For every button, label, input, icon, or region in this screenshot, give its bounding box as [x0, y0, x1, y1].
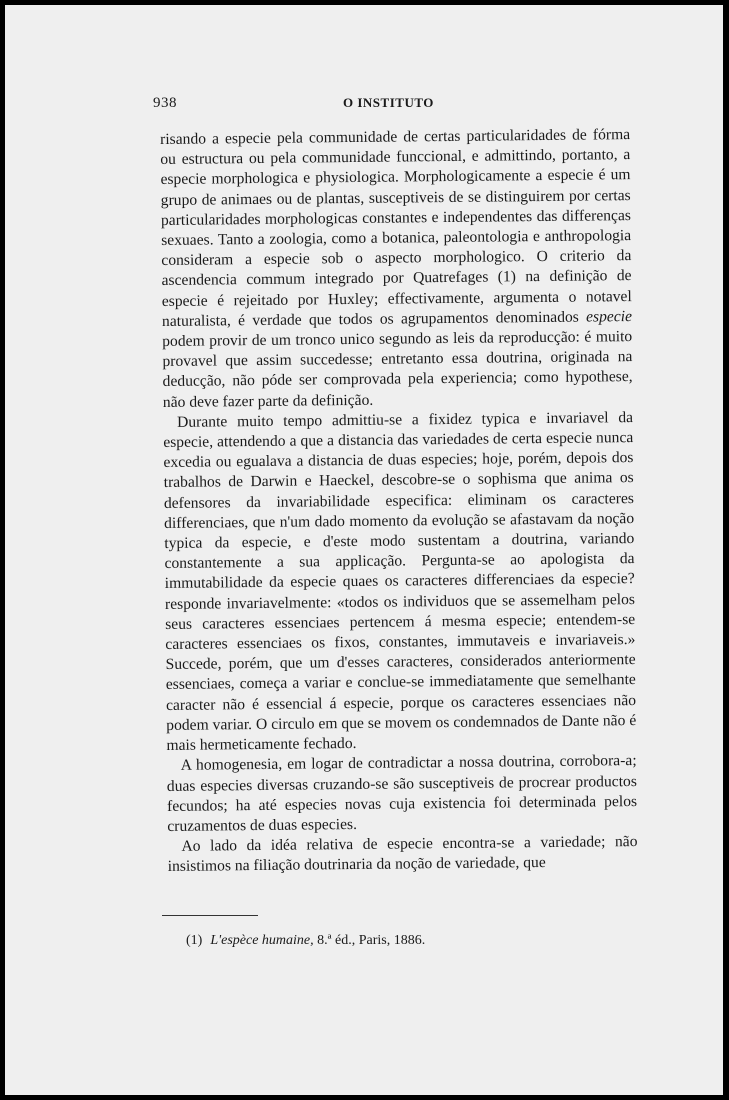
- footnote-title: L'espèce humaine,: [210, 933, 314, 948]
- paragraph-1: [160, 125, 633, 413]
- footnote-details: 8.ª éd., Paris, 1886.: [313, 933, 426, 948]
- footnote-divider: [162, 915, 258, 916]
- footnote: [186, 933, 425, 949]
- body-text: [160, 125, 638, 877]
- paragraph-2-text: Durante muito tempo admittiu-se a fixidez typica e invariavel da especie, attendendo a que a distancia das variedades de certa especie nunca excedia ou egualava a distancia de duas especies; hoje, porém, depois dos trabalhos de Darwin e Haeckel, descobre-se o sophisma que anima os defensores da invariabilidade especifica: eliminam os caracteres differenciaes, que n'um dado momento da evolução se afastavam da noção typica da especie, e d'este modo sustentam a doutrina, variando constantemente a sua applicação. Pergunta-se ao apologista da immutabilidade da especie quaes os caracteres differenciaes da especie? responde invariavelmente: «todos os individuos que se assemelham pelos seus caracteres essenciaes pertencem á mesma especie; entendem-se caracteres essenciaes os fixos, constantes, immutaveis e invariaveis.» Succede, porém, que um d'esses caracteres, considerados anteriormente essenciaes, começa a variar e conclue-se immediatamente que semelhante caracter não é essencial á especie, porque os caracteres essenciaes não podem variar. O circulo em que se movem os condemnados de Dante não é mais hermeticamente fechado.: [163, 408, 637, 755]
- page-header: [153, 95, 653, 115]
- paragraph-3: [167, 751, 638, 837]
- paragraph-1-text-a: risando a especie pela communidade de certas particularidades de fórma ou estructura ou pela communidade funccional, e admittindo, portanto, a especie morphologica e physiologica. Morphologicamente a especie é um grupo de animaes ou de plantas, susceptiveis de se distinguirem por certas particularidades morphologicas constantes e independentes das differenças sexuaes. Tanto a zoologia, como a botanica, paleontologia e anthropologia consideram a especie sob o aspecto morphologico. O criterio da ascendencia commum integrado por Quatrefages (1) na definição de especie é rejeitado por Huxley; effectivamente, argumenta o notavel naturalista, é verdade que todos os agrupamentos denominados: [160, 126, 632, 330]
- page-number: 938: [153, 95, 177, 111]
- paragraph-2: [163, 408, 637, 756]
- footnote-mark: (1): [186, 933, 203, 948]
- paragraph-4-text: Ao lado da idéa relativa de especie encontra-se a variedade; não insistimos na filiação doutrinaria da noção de variedade, que: [167, 833, 638, 876]
- paragraph-3-text: A homogenesia, em logar de contradictar a nossa doutrina, corrobora-a; duas especies diversas cruzando-se são susceptiveis de procrear productos fecundos; ha até especies novas cuja existencia foi determinada pelos cruzamentos de duas especies.: [166, 752, 638, 835]
- paragraph-1-text-b: podem provir de um tronco unico segundo as leis da reproducção: é muito provavel que assim succedesse; entretanto essa doutrina, originada na deducção, não póde ser comprovada pela experiencia; como hypothese, não deve fazer parte da definição.: [162, 328, 633, 411]
- paragraph-4: [167, 832, 637, 877]
- italic-term-especie: especie: [586, 307, 633, 326]
- running-title: O INSTITUTO: [343, 95, 434, 110]
